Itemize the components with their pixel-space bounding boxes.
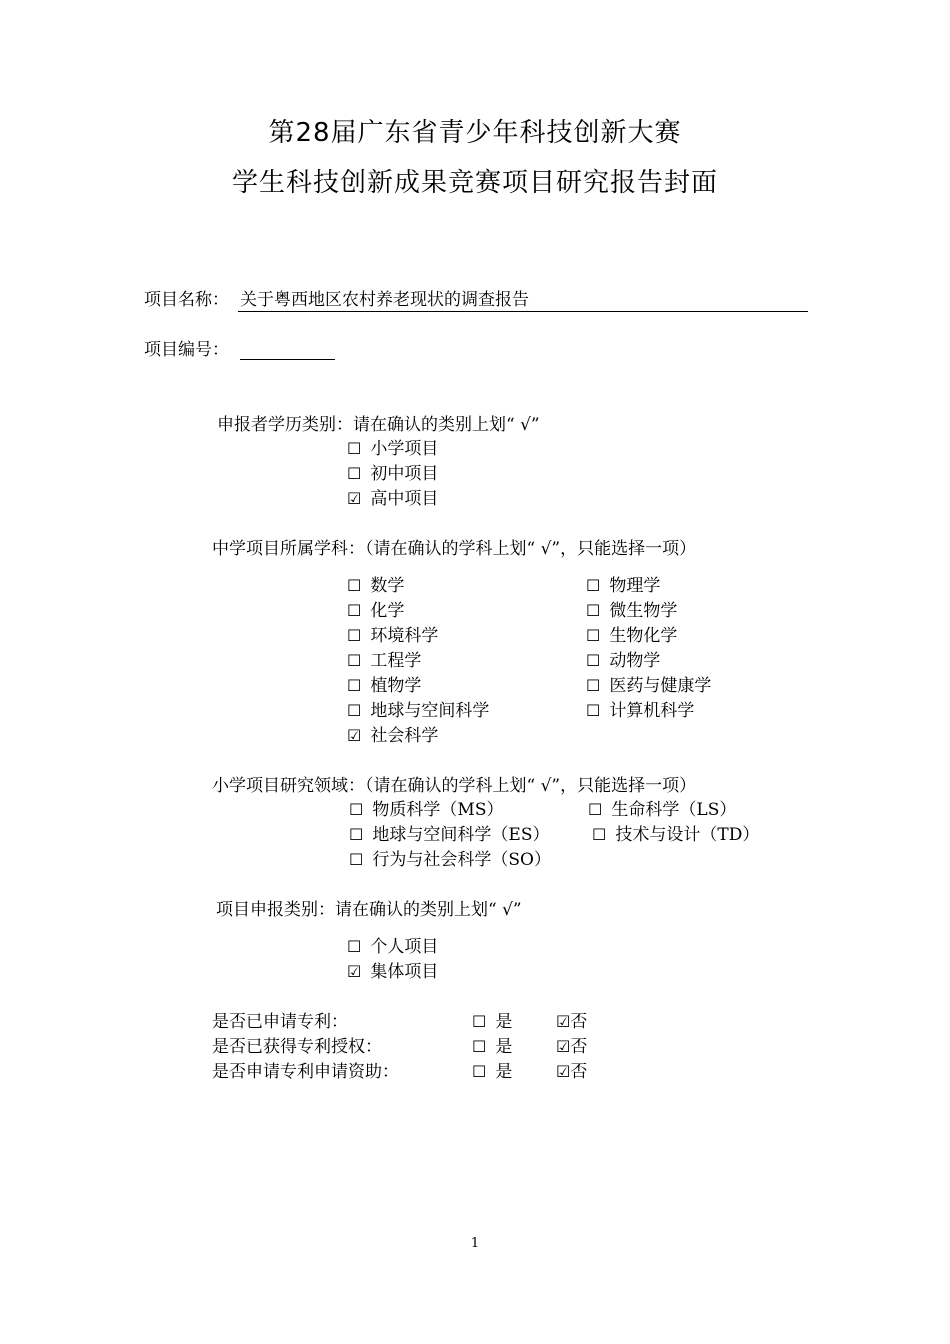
checkbox-icon[interactable]: ☐ [347, 464, 362, 483]
option-label: 植物学 [370, 676, 422, 696]
checked-checkbox-icon[interactable]: ☑ [347, 489, 362, 508]
project-name-underline [238, 311, 808, 312]
field-option[interactable] [349, 849, 551, 871]
checkbox-icon[interactable]: ☐ [586, 676, 601, 695]
option-label: 动物学 [609, 651, 661, 671]
field-option[interactable] [349, 799, 503, 821]
checked-checkbox-icon[interactable]: ☑ [556, 1037, 571, 1056]
option-label: 行为与社会科学（SO） [372, 850, 551, 870]
checked-checkbox-icon[interactable]: ☑ [347, 962, 362, 981]
option-label: 地球与空间科学（ES） [372, 825, 550, 845]
yes-label: 是 [495, 1062, 513, 1082]
option-label: 地球与空间科学 [370, 701, 490, 721]
checkbox-icon[interactable]: ☐ [586, 626, 601, 645]
checkbox-icon[interactable]: ☐ [347, 439, 362, 458]
checkbox-icon[interactable]: ☐ [472, 1062, 487, 1081]
checkbox-icon[interactable]: ☐ [472, 1037, 487, 1056]
project-name-value: 关于粤西地区农村养老现状的调查报告 [240, 290, 529, 310]
option-label: 集体项目 [370, 962, 439, 982]
primary-field-prompt: 小学项目研究领域：（请在确认的学科上划“ √”，只能选择一项） [212, 776, 697, 796]
option-label: 计算机科学 [609, 701, 695, 721]
page-number: 1 [470, 1236, 480, 1251]
option-label: 小学项目 [370, 439, 439, 459]
option-label: 个人项目 [370, 937, 439, 957]
no-label: 否 [570, 1062, 588, 1082]
option-label: 物质科学（MS） [372, 800, 504, 820]
subject-option[interactable] [586, 600, 677, 622]
checkbox-icon[interactable]: ☐ [586, 651, 601, 670]
subject-option[interactable] [586, 675, 711, 697]
option-label: 社会科学 [370, 726, 439, 746]
option-label: 化学 [370, 601, 405, 621]
option-label: 高中项目 [370, 489, 439, 509]
patent-yes-option[interactable] [472, 1036, 512, 1058]
checkbox-icon[interactable]: ☐ [347, 651, 362, 670]
checkbox-icon[interactable]: ☐ [588, 800, 603, 819]
subject-option[interactable] [586, 700, 694, 722]
field-option[interactable] [588, 799, 736, 821]
application-option[interactable] [347, 936, 438, 958]
checkbox-icon[interactable]: ☐ [349, 800, 364, 819]
option-label: 数学 [370, 576, 405, 596]
no-label: 否 [570, 1037, 588, 1057]
checkbox-icon[interactable]: ☐ [472, 1012, 487, 1031]
checked-checkbox-icon[interactable]: ☑ [556, 1062, 571, 1081]
yes-label: 是 [495, 1012, 513, 1032]
field-option[interactable] [349, 824, 549, 846]
checkbox-icon[interactable]: ☐ [592, 825, 607, 844]
education-prompt: 申报者学历类别：请在确认的类别上划“ √” [217, 415, 540, 435]
patent-yes-option[interactable] [472, 1011, 512, 1033]
patent-no-option[interactable] [556, 1061, 587, 1083]
option-label: 生物化学 [609, 626, 678, 646]
checkbox-icon[interactable]: ☐ [347, 626, 362, 645]
subject-option[interactable] [347, 575, 404, 597]
yes-label: 是 [495, 1037, 513, 1057]
title-line-2: 学生科技创新成果竞赛项目研究报告封面 [231, 168, 718, 198]
checkbox-icon[interactable]: ☐ [347, 676, 362, 695]
subject-option[interactable] [586, 650, 660, 672]
project-name-label: 项目名称： [144, 290, 229, 310]
patent-yes-option[interactable] [472, 1061, 512, 1083]
subject-option[interactable] [347, 625, 438, 647]
application-prompt: 项目申报类别：请在确认的类别上划“ √” [216, 900, 522, 920]
education-option[interactable] [347, 463, 438, 485]
project-number-underline [240, 359, 335, 360]
subject-option[interactable] [586, 625, 677, 647]
checked-checkbox-icon[interactable]: ☑ [556, 1012, 571, 1031]
checkbox-icon[interactable]: ☐ [586, 576, 601, 595]
subject-option[interactable] [347, 675, 421, 697]
application-option[interactable] [347, 961, 438, 983]
patent-question: 是否申请专利申请资助： [212, 1062, 399, 1082]
project-number-label: 项目编号： [144, 340, 229, 360]
checkbox-icon[interactable]: ☐ [347, 576, 362, 595]
title-line-1: 第28届广东省青少年科技创新大赛 [268, 118, 682, 148]
checkbox-icon[interactable]: ☐ [347, 701, 362, 720]
subject-option[interactable] [347, 700, 489, 722]
subject-option[interactable] [347, 650, 421, 672]
option-label: 微生物学 [609, 601, 678, 621]
patent-no-option[interactable] [556, 1036, 587, 1058]
checkbox-icon[interactable]: ☐ [586, 701, 601, 720]
option-label: 技术与设计（TD） [615, 825, 760, 845]
no-label: 否 [570, 1012, 588, 1032]
option-label: 物理学 [609, 576, 661, 596]
field-option[interactable] [592, 824, 759, 846]
checkbox-icon[interactable]: ☐ [347, 601, 362, 620]
checkbox-icon[interactable]: ☐ [586, 601, 601, 620]
education-option[interactable] [347, 488, 438, 510]
checkbox-icon[interactable]: ☐ [347, 937, 362, 956]
subject-option[interactable] [347, 725, 438, 747]
middle-subject-prompt: 中学项目所属学科：（请在确认的学科上划“ √”，只能选择一项） [212, 539, 697, 559]
option-label: 初中项目 [370, 464, 439, 484]
patent-question: 是否已申请专利： [212, 1012, 348, 1032]
option-label: 生命科学（LS） [611, 800, 737, 820]
patent-question: 是否已获得专利授权： [212, 1037, 382, 1057]
checkbox-icon[interactable]: ☐ [349, 825, 364, 844]
checkbox-icon[interactable]: ☐ [349, 850, 364, 869]
patent-no-option[interactable] [556, 1011, 587, 1033]
subject-option[interactable] [586, 575, 660, 597]
checked-checkbox-icon[interactable]: ☑ [347, 726, 362, 745]
education-option[interactable] [347, 438, 438, 460]
option-label: 医药与健康学 [609, 676, 712, 696]
option-label: 工程学 [370, 651, 422, 671]
option-label: 环境科学 [370, 626, 439, 646]
subject-option[interactable] [347, 600, 404, 622]
